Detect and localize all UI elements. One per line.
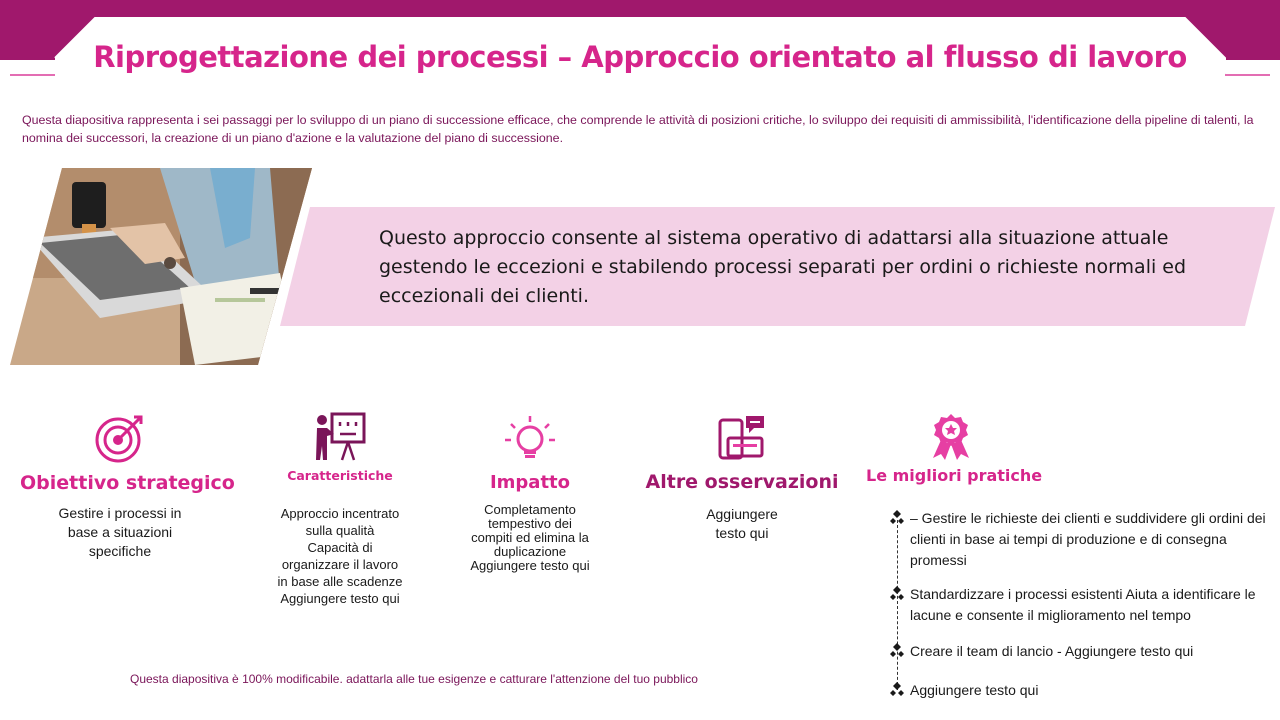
column-strategic-goal — [20, 412, 235, 561]
column-body — [430, 503, 630, 573]
practice-text: Standardizzare i processi esistenti Aiuta a identificare le lacune e consente il miglioramento nel tempo — [910, 586, 1256, 623]
practice-text: Aggiungere testo qui — [910, 682, 1039, 698]
diamond-bullet-icon — [890, 642, 904, 658]
list-item — [890, 584, 1270, 626]
column-line: base a situazioni — [67, 524, 173, 540]
column-heading: Le migliori pratiche — [866, 466, 1043, 485]
column-best-practices — [866, 412, 1043, 485]
column-line: Approccio incentrato — [280, 506, 400, 521]
column-line: specifiche — [88, 543, 152, 559]
column-line: duplicazione — [493, 544, 567, 559]
column-line: testo qui — [715, 525, 769, 541]
lightbulb-icon — [503, 412, 557, 462]
column-impact — [430, 412, 630, 573]
column-body — [20, 504, 220, 561]
column-other-notes — [642, 412, 842, 543]
list-item — [890, 680, 1270, 701]
column-line: Aggiungere testo qui — [470, 558, 590, 573]
column-body — [642, 505, 842, 543]
column-features — [240, 410, 440, 607]
column-line: organizzare il lavoro — [281, 557, 399, 572]
mobile-chat-icon — [716, 412, 768, 462]
slide-title: Riprogettazione dei processi – Approccio orientato al flusso di lavoro — [93, 40, 1187, 74]
column-heading: Altre osservazioni — [645, 471, 839, 493]
column-line: in base alle scadenze — [277, 574, 403, 589]
column-line: Capacità di — [307, 540, 373, 555]
column-line: sulla qualità — [305, 523, 375, 538]
column-line: Aggiungere — [706, 506, 778, 522]
column-heading: Caratteristiche — [287, 468, 393, 483]
diamond-bullet-icon — [890, 585, 904, 601]
footer-note: Questa diapositiva è 100% modificabile. adattarla alle tue esigenze e catturare l'attenzione del tuo pubblico — [130, 672, 698, 686]
diamond-bullet-icon — [890, 681, 904, 697]
diamond-bullet-icon — [890, 509, 904, 525]
column-line: Aggiungere testo qui — [280, 591, 400, 606]
callout-text: Questo approccio consente al sistema operativo di adattarsi alla situazione attuale gestendo le eccezioni e stabilendo processi separati per ordini o richieste normali ed eccezionali dei clienti. — [379, 227, 1187, 307]
practice-text: – Gestire le richieste dei clienti e suddividere gli ordini dei clienti in base ai tempi di produzione e di consegna promessi — [910, 510, 1266, 568]
list-item — [890, 508, 1270, 571]
column-line: tempestivo dei — [488, 516, 572, 531]
column-heading: Impatto — [489, 472, 571, 493]
column-body — [240, 505, 440, 607]
target-icon — [94, 412, 146, 464]
column-line: Gestire i processi in — [58, 505, 182, 521]
column-line: Completamento — [484, 502, 576, 517]
laptop-photo — [10, 168, 312, 365]
slide-description: Questa diapositiva rappresenta i sei passaggi per lo sviluppo di un piano di successione efficace, che comprende le attività di posizioni critiche, lo sviluppo dei requisiti di ammissibilità, l'identificazione della pipeline di talenti, la nomina dei successori, la creazione di un piano d'azione e la valutazione del piano di successione. — [22, 113, 1254, 145]
list-item — [890, 641, 1270, 662]
presentation-board-icon — [312, 410, 368, 462]
practice-text: Creare il team di lancio - Aggiungere testo qui — [910, 643, 1194, 659]
column-heading: Obiettivo strategico — [20, 472, 235, 494]
column-line: compiti ed elimina la — [471, 530, 589, 545]
award-badge-icon — [925, 412, 977, 462]
